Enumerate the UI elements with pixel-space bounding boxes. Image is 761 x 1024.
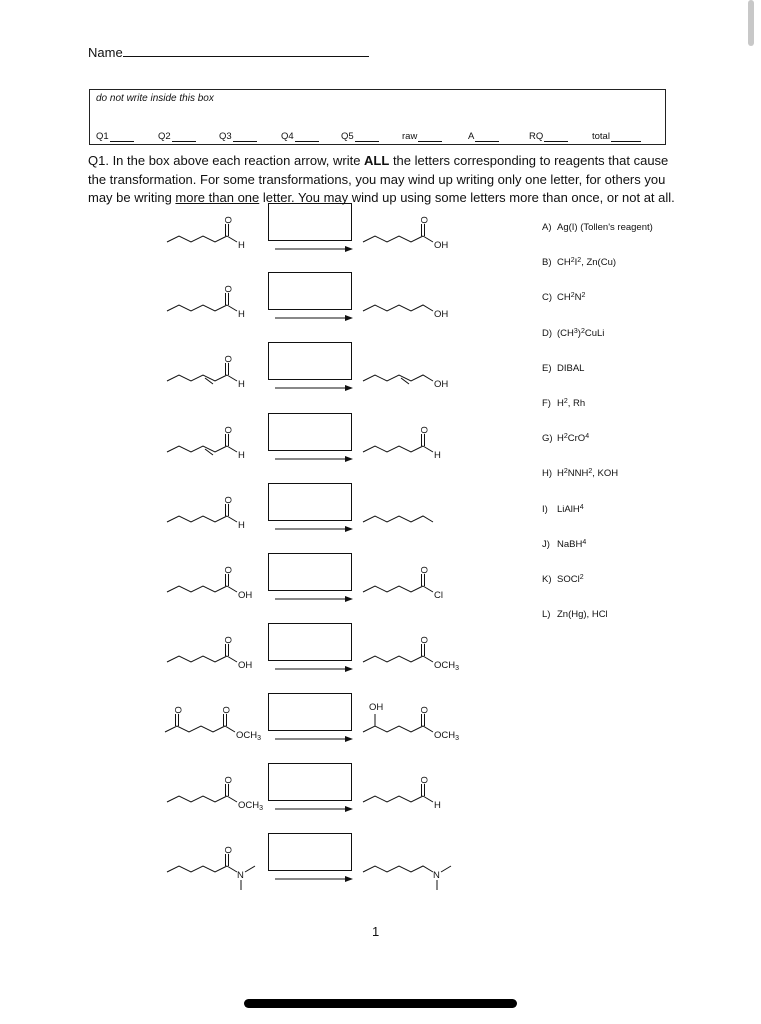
carbon-chain [363,446,423,452]
carbon-chain [227,586,237,592]
carbon-chain [227,656,237,662]
atom-label: O [418,426,429,434]
grade-field-a: A [468,131,529,142]
reagent-item: B) CH $^2$ I $^2$ , Zn(Cu) [542,257,617,269]
carbon-chain [363,656,423,662]
carbon-chain [167,866,227,872]
reagent-item: K) SOCl $^2$ [542,573,584,585]
scrollbar[interactable] [748,0,754,46]
reagent-item: C) CH $^2$ N $^2$ [542,292,586,304]
carbon-chain [167,305,227,311]
reagent-item: D) (CH $^3$ ) $^2$ CuLi [542,327,605,339]
grade-field-q3: Q3 [219,131,281,142]
carbon-chain [245,866,255,872]
reaction-arrow [275,455,353,463]
carbon-chain [167,796,227,802]
atom-label: OH [238,660,253,671]
reaction-arrow [275,735,353,743]
reagent-letter: E) [542,362,552,374]
atom-label: O [220,706,231,714]
atom-label: H [238,450,245,461]
reagent-item: G) H $^2$ CrO $^4$ [542,433,590,445]
atom-label: N [433,870,440,881]
atom-label: O [222,285,233,293]
reagent-letter: I) [542,503,548,515]
grade-field-raw: raw [402,131,468,142]
reagent-letter: J) [542,538,550,550]
name-line [123,44,369,57]
carbon-chain [441,866,451,872]
atom-label: H [434,800,441,811]
answer-box[interactable] [268,833,352,871]
atom-label: O [418,566,429,574]
carbon-chain [363,866,433,872]
reaction-arrow [275,245,353,253]
reaction-arrow [275,384,353,392]
reactant-structure [167,273,277,333]
carbon-chain [423,656,433,662]
atom-label: O [418,776,429,784]
product-structure [363,624,473,684]
answer-box[interactable] [268,203,352,241]
product-structure [363,204,473,264]
carbon-chain [363,796,423,802]
carbon-chain [227,375,237,381]
name-label: Name [88,45,123,60]
atom-label: H [238,240,245,251]
reagent-letter: G) [542,433,553,445]
reactant-structure [167,204,277,264]
carbon-chain [167,586,227,592]
reagent-item: A) Ag(I) (Tollen's reagent) [542,222,653,233]
atom-label: OH [369,702,384,713]
reactant-structure [167,484,277,544]
reactant-structure [167,624,277,684]
answer-box[interactable] [268,342,352,380]
carbon-chain [363,375,433,381]
atom-label: $OCH_3$ [236,730,262,742]
atom-label: O [418,216,429,224]
reagent-letter: H) [542,468,553,480]
answer-box[interactable] [268,413,352,451]
carbon-chain [423,796,433,802]
reactant-structure [167,764,277,824]
atom-label: O [222,216,233,224]
reagent-letter: C) [542,292,553,304]
atom-label: OH [238,590,253,601]
question-instructions: Q1. In the box above each reaction arrow, write ALL the letters corresponding to reagents that cause the transformation. For some transformations, you may wind up writing only one letter, for others you may be writing more than one letter. You may wind up using some letters more than once, or not at all. [88,153,675,205]
reagent-item: I) LiAlH $^4$ [542,503,584,515]
atom-label: O [222,566,233,574]
product-structure [363,554,473,614]
reaction-arrow [275,595,353,603]
reagent-item: H) H $^2$ NNH $^2$ , KOH [542,468,619,480]
atom-label: $OCH_3$ [434,730,460,742]
carbon-chain [363,586,423,592]
reagent-letter: D) [542,327,553,339]
carbon-chain [227,796,237,802]
reagent-item: E) DIBAL [542,362,585,374]
carbon-chain [165,726,235,732]
reagent-letter: K) [542,573,552,585]
atom-label: H [238,520,245,531]
reaction-arrow [275,805,353,813]
carbon-chain [227,866,237,872]
grade-field-q5: Q5 [341,131,402,142]
atom-label: Cl [434,590,443,601]
grade-fields [96,131,659,142]
reagent-letter: A) [542,222,552,233]
carbon-chain [363,236,423,242]
carbon-chain [423,586,433,592]
reaction-arrow [275,314,353,322]
reagent-letter: F) [542,397,551,409]
atom-label: O [222,355,233,363]
carbon-chain [363,516,433,522]
reagent-item: J) NaBH $^4$ [542,538,587,550]
atom-label: H [238,379,245,390]
carbon-chain [227,236,237,242]
grade-field-q4: Q4 [281,131,341,142]
reactant-structure [165,694,275,754]
atom-label: O [418,706,429,714]
carbon-chain [423,446,433,452]
carbon-chain [363,726,433,732]
atom-label: OH [434,240,449,251]
atom-label: O [222,426,233,434]
answer-box[interactable] [268,553,352,591]
product-structure [363,484,473,544]
carbon-chain [167,656,227,662]
product-structure [363,694,473,754]
answer-box[interactable] [268,272,352,310]
reactant-structure [167,554,277,614]
atom-label: OH [434,309,449,320]
product-structure [363,414,473,474]
reactant-structure [167,343,277,403]
reagent-letter: L) [542,609,551,621]
reagent-item: L) Zn(Hg), HCl [542,609,608,621]
atom-label: O [222,846,233,854]
product-structure [363,273,473,333]
reactant-structure [167,414,277,474]
home-indicator[interactable] [244,999,517,1008]
carbon-chain [167,375,227,381]
atom-label: O [172,706,183,714]
answer-box[interactable] [268,483,352,521]
reaction-arrow [275,665,353,673]
page-number: 1 [372,924,380,939]
atom-label: $OCH_3$ [238,800,264,812]
carbon-chain [423,236,433,242]
reaction-arrow [275,525,353,533]
atom-label: O [222,776,233,784]
atom-label: O [222,636,233,644]
name-row [88,44,369,60]
reagent-letter: B) [542,257,552,269]
answer-box[interactable] [268,623,352,661]
carbon-chain [227,446,237,452]
carbon-chain [227,516,237,522]
carbon-chain [167,446,227,452]
reactant-structure [167,834,277,894]
grade-field-q2: Q2 [158,131,219,142]
carbon-chain [167,236,227,242]
grade-box [89,89,666,145]
atom-label: OH [434,379,449,390]
product-structure [363,834,473,894]
product-structure [363,764,473,824]
reaction-arrow [275,875,353,883]
carbon-chain [167,516,227,522]
grade-field-q1: Q1 [96,131,158,142]
grade-box-note: do not write inside this box [96,93,214,104]
grade-field-rq: RQ [529,131,592,142]
carbon-chain [227,305,237,311]
grade-field-total: total [592,131,641,142]
product-structure [363,343,473,403]
reagent-item: F) H $^2$ , Rh [542,397,586,409]
answer-box[interactable] [268,693,352,731]
atom-label: H [238,309,245,320]
answer-box[interactable] [268,763,352,801]
atom-label: O [222,496,233,504]
atom-label: O [418,636,429,644]
carbon-chain [363,305,433,311]
atom-label: H [434,450,441,461]
reagent-list [542,222,712,644]
atom-label: $OCH_3$ [434,660,460,672]
atom-label: N [237,870,244,881]
